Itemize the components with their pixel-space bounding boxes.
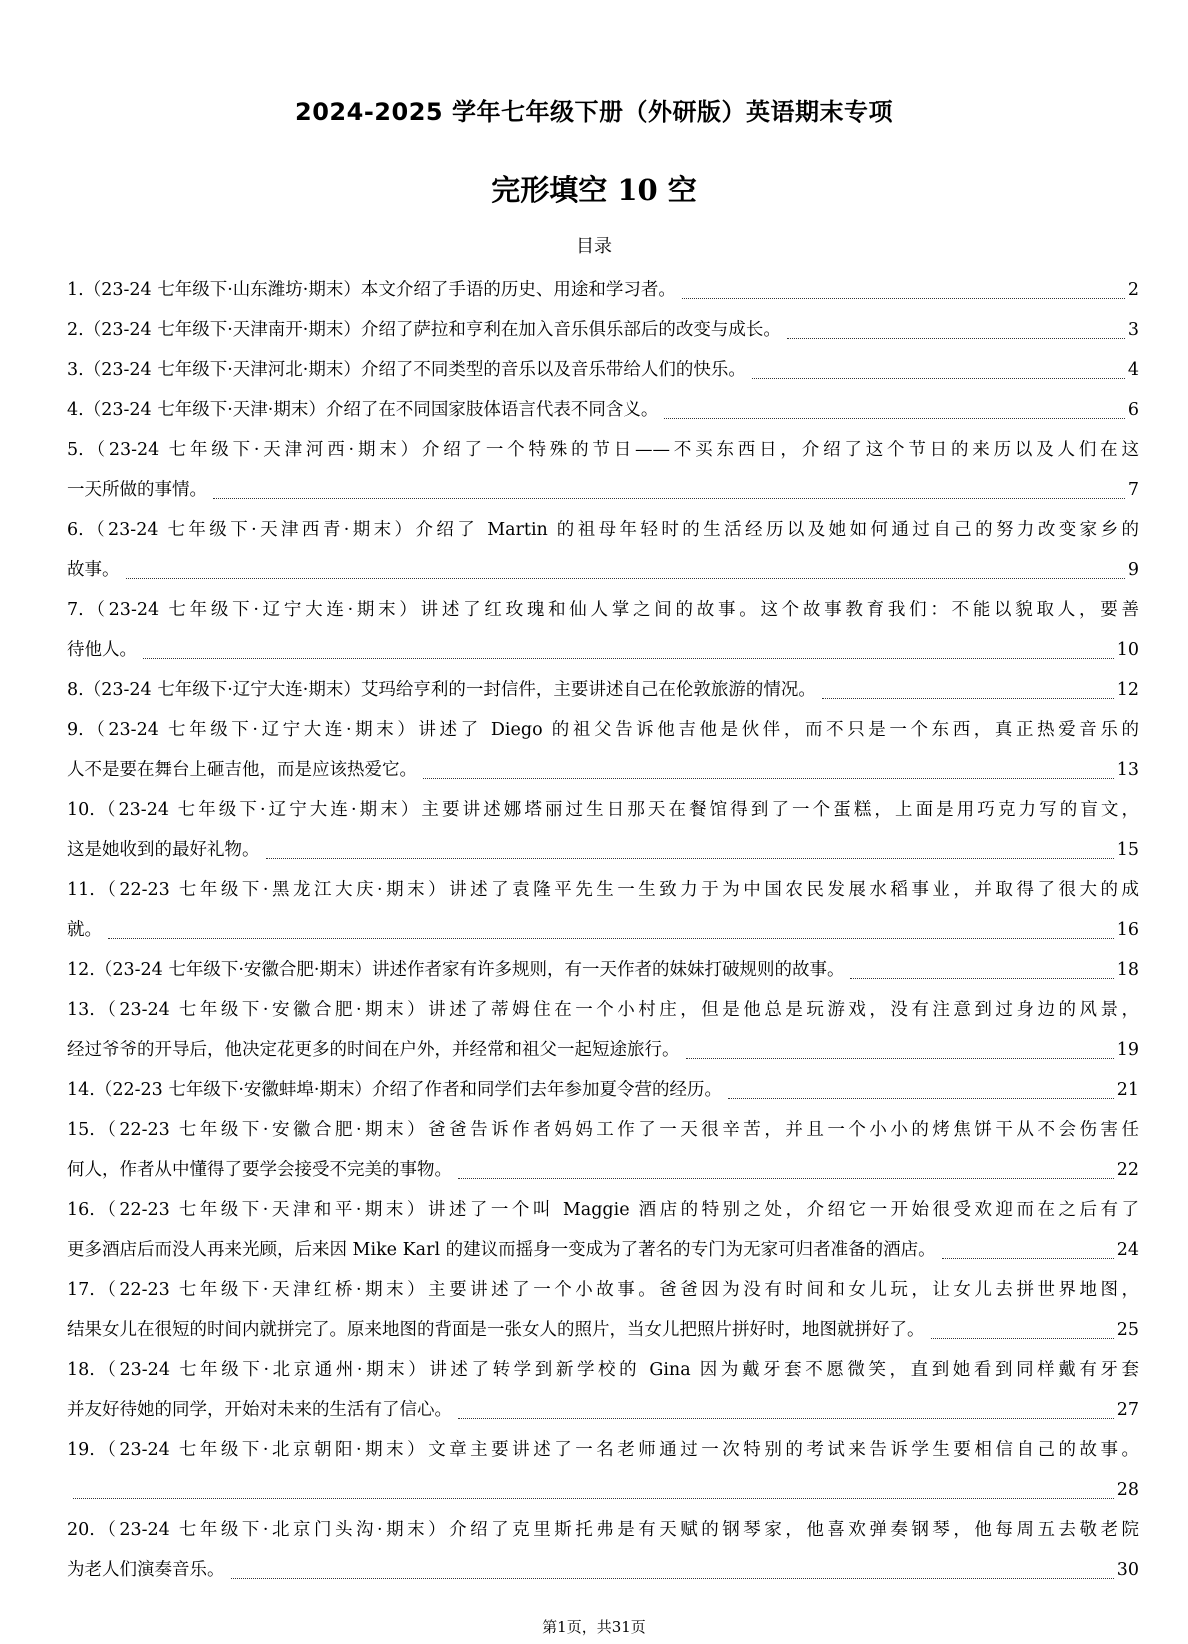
toc-entry-line bbox=[67, 870, 1139, 910]
document-subtitle: 完形填空 10 空 bbox=[491, 173, 697, 207]
toc-entry-line bbox=[67, 670, 1139, 710]
toc-entry-text: 9.（23-24 七年级下·辽宁大连·期末）讲述了 Diego 的祖父告诉他吉他是伙伴，而不只是一个东西，真正热爱音乐的 bbox=[67, 720, 1139, 740]
toc-entry-text-continued: 经过爷爷的开导后，他决定花更多的时间在户外，并经常和祖父一起短途旅行。 bbox=[67, 1040, 680, 1060]
toc-entry[interactable] bbox=[67, 270, 1139, 310]
toc-entry[interactable] bbox=[67, 390, 1139, 430]
toc-entry-line bbox=[67, 1030, 1139, 1070]
toc-entry-line bbox=[67, 1270, 1139, 1310]
toc-entry-line bbox=[67, 1190, 1139, 1230]
toc-page-number: 3 bbox=[1127, 320, 1139, 340]
toc-page-number: 15 bbox=[1116, 840, 1139, 860]
toc-entry-line bbox=[67, 1110, 1139, 1150]
toc-entry-text: 7.（23-24 七年级下·辽宁大连·期末）讲述了红玫瑰和仙人掌之间的故事。这个故事教育我们：不能以貌取人，要善 bbox=[67, 600, 1139, 620]
dot-leader bbox=[266, 858, 1114, 859]
toc-entry-text: 10.（23-24 七年级下·辽宁大连·期末）主要讲述娜塔丽过生日那天在餐馆得到了一个蛋糕，上面是用巧克力写的盲文， bbox=[67, 800, 1139, 820]
toc-entry-text-continued: 更多酒店后而没人再来光顾，后来因 Mike Karl 的建议而摇身一变成为了著名的专门为无家可归者准备的酒店。 bbox=[67, 1240, 936, 1260]
toc-entry-text-continued: 故事。 bbox=[67, 560, 120, 580]
toc-entry-line bbox=[67, 470, 1139, 510]
dot-leader bbox=[73, 1498, 1114, 1499]
toc-entry-text-continued: 一天所做的事情。 bbox=[67, 480, 207, 500]
toc-entry-line bbox=[67, 1350, 1139, 1390]
toc-entry[interactable] bbox=[67, 1270, 1139, 1350]
toc-page-number: 7 bbox=[1127, 480, 1139, 500]
toc-entry-text: 6.（23-24 七年级下·天津西青·期末）介绍了 Martin 的祖母年轻时的生活经历以及她如何通过自己的努力改变家乡的 bbox=[67, 520, 1139, 540]
toc-entry-line bbox=[67, 590, 1139, 630]
toc-entry-line bbox=[67, 1470, 1139, 1510]
toc-entry-text-continued: 就。 bbox=[67, 920, 102, 940]
toc-entry-line bbox=[67, 1390, 1139, 1430]
dot-leader bbox=[213, 498, 1125, 499]
toc-entry-line bbox=[67, 1070, 1139, 1110]
toc-entry-text: 4.（23-24 七年级下·天津·期末）介绍了在不同国家肢体语言代表不同含义。 bbox=[67, 400, 659, 420]
dot-leader bbox=[787, 338, 1125, 339]
dot-leader bbox=[126, 578, 1125, 579]
toc-entry-line bbox=[67, 350, 1139, 390]
toc-entry[interactable] bbox=[67, 510, 1139, 590]
toc-entry-line bbox=[67, 1230, 1139, 1270]
toc-entry[interactable] bbox=[67, 1110, 1139, 1190]
toc-page-number: 22 bbox=[1116, 1160, 1139, 1180]
toc-page-number: 6 bbox=[1127, 400, 1139, 420]
toc-page-number: 18 bbox=[1116, 960, 1139, 980]
toc-entry[interactable] bbox=[67, 790, 1139, 870]
toc-entry-line bbox=[67, 830, 1139, 870]
toc-entry-line bbox=[67, 910, 1139, 950]
toc-page-number: 30 bbox=[1116, 1560, 1139, 1580]
toc-entry-line bbox=[67, 550, 1139, 590]
dot-leader bbox=[682, 298, 1125, 299]
page-footer: 第1页，共31页 bbox=[542, 1618, 646, 1636]
toc-entry-text-continued: 这是她收到的最好礼物。 bbox=[67, 840, 260, 860]
document-title: 2024-2025 学年七年级下册（外研版）英语期末专项 bbox=[295, 98, 893, 126]
toc-page-number: 4 bbox=[1127, 360, 1139, 380]
toc-entry-text-continued: 人不是要在舞台上砸吉他，而是应该热爱它。 bbox=[67, 760, 417, 780]
toc-entry[interactable] bbox=[67, 1350, 1139, 1430]
toc-entry-text: 16.（22-23 七年级下·天津和平·期末）讲述了一个叫 Maggie 酒店的特别之处，介绍它一开始很受欢迎而在之后有了 bbox=[67, 1200, 1139, 1220]
dot-leader bbox=[143, 658, 1114, 659]
toc-page-number: 21 bbox=[1116, 1080, 1139, 1100]
toc-entry[interactable] bbox=[67, 350, 1139, 390]
toc-entry-text: 15.（22-23 七年级下·安徽合肥·期末）爸爸告诉作者妈妈工作了一天很辛苦，并且一个小小的烤焦饼干从不会伤害任 bbox=[67, 1120, 1139, 1140]
toc-entry-text: 2.（23-24 七年级下·天津南开·期末）介绍了萨拉和亨利在加入音乐俱乐部后的改变与成长。 bbox=[67, 320, 781, 340]
toc-entry-line bbox=[67, 390, 1139, 430]
toc-entry[interactable] bbox=[67, 710, 1139, 790]
dot-leader bbox=[423, 778, 1114, 779]
toc-entry-text: 5.（23-24 七年级下·天津河西·期末）介绍了一个特殊的节日——不买东西日，介绍了这个节日的来历以及人们在这 bbox=[67, 440, 1139, 460]
toc-entry[interactable] bbox=[67, 950, 1139, 990]
toc-page-number: 28 bbox=[1116, 1480, 1139, 1500]
toc-page-number: 27 bbox=[1116, 1400, 1139, 1420]
toc-page-number: 10 bbox=[1116, 640, 1139, 660]
toc-page-number: 13 bbox=[1116, 760, 1139, 780]
dot-leader bbox=[931, 1338, 1114, 1339]
dot-leader bbox=[686, 1058, 1114, 1059]
toc-entry-text: 20.（23-24 七年级下·北京门头沟·期末）介绍了克里斯托弗是有天赋的钢琴家，他喜欢弹奏钢琴，他每周五去敬老院 bbox=[67, 1520, 1139, 1540]
toc-heading: 目录 bbox=[576, 236, 612, 257]
dot-leader bbox=[458, 1178, 1114, 1179]
toc-entry-text: 8.（23-24 七年级下·辽宁大连·期末）艾玛给亨利的一封信件，主要讲述自己在伦敦旅游的情况。 bbox=[67, 680, 816, 700]
dot-leader bbox=[822, 698, 1114, 699]
toc-entry-text: 18.（23-24 七年级下·北京通州·期末）讲述了转学到新学校的 Gina 因为戴牙套不愿微笑，直到她看到同样戴有牙套 bbox=[67, 1360, 1139, 1380]
toc-entry-line bbox=[67, 310, 1139, 350]
toc-entry-line bbox=[67, 270, 1139, 310]
toc-entry-text-continued: 待他人。 bbox=[67, 640, 137, 660]
toc-entry[interactable] bbox=[67, 590, 1139, 670]
toc-entry[interactable] bbox=[67, 1190, 1139, 1270]
toc-entry[interactable] bbox=[67, 990, 1139, 1070]
toc-entry-text: 11.（22-23 七年级下·黑龙江大庆·期末）讲述了袁隆平先生一生致力于为中国农民发展水稻事业，并取得了很大的成 bbox=[67, 880, 1139, 900]
toc-entry[interactable] bbox=[67, 430, 1139, 510]
dot-leader bbox=[231, 1578, 1114, 1579]
toc-entry[interactable] bbox=[67, 1070, 1139, 1110]
toc-page-number: 25 bbox=[1116, 1320, 1139, 1340]
toc-entry-text-continued: 并友好待她的同学，开始对未来的生活有了信心。 bbox=[67, 1400, 452, 1420]
dot-leader bbox=[850, 978, 1113, 979]
toc-entry-line bbox=[67, 1310, 1139, 1350]
dot-leader bbox=[728, 1098, 1114, 1099]
toc-page-number: 19 bbox=[1116, 1040, 1139, 1060]
dot-leader bbox=[458, 1418, 1114, 1419]
dot-leader bbox=[108, 938, 1114, 939]
toc-entry-text: 12.（23-24 七年级下·安徽合肥·期末）讲述作者家有许多规则，有一天作者的妹妹打破规则的故事。 bbox=[67, 960, 845, 980]
dot-leader bbox=[942, 1258, 1114, 1259]
toc-entry-line bbox=[67, 630, 1139, 670]
toc-entry[interactable] bbox=[67, 870, 1139, 950]
dot-leader bbox=[752, 378, 1125, 379]
toc-entry-text: 1.（23-24 七年级下·山东潍坊·期末）本文介绍了手语的历史、用途和学习者。 bbox=[67, 280, 676, 300]
toc-entry-line bbox=[67, 790, 1139, 830]
toc-page-number: 16 bbox=[1116, 920, 1139, 940]
toc-page-number: 12 bbox=[1116, 680, 1139, 700]
toc-entry-line bbox=[67, 1510, 1139, 1550]
toc-entry-text-continued: 结果女儿在很短的时间内就拼完了。原来地图的背面是一张女人的照片，当女儿把照片拼好时，地图就拼好了。 bbox=[67, 1320, 925, 1340]
toc-entry-line bbox=[67, 950, 1139, 990]
table-of-contents bbox=[67, 270, 1139, 1590]
dot-leader bbox=[664, 418, 1125, 419]
toc-entry-text: 3.（23-24 七年级下·天津河北·期末）介绍了不同类型的音乐以及音乐带给人们的快乐。 bbox=[67, 360, 746, 380]
toc-entry-line bbox=[67, 430, 1139, 470]
toc-entry-text: 14.（22-23 七年级下·安徽蚌埠·期末）介绍了作者和同学们去年参加夏令营的经历。 bbox=[67, 1080, 722, 1100]
toc-entry-text: 19.（23-24 七年级下·北京朝阳·期末）文章主要讲述了一名老师通过一次特别的考试来告诉学生要相信自己的故事。 bbox=[67, 1440, 1139, 1460]
toc-entry-line bbox=[67, 1550, 1139, 1590]
toc-entry[interactable] bbox=[67, 1510, 1139, 1590]
toc-entry-line bbox=[67, 710, 1139, 750]
toc-entry-line bbox=[67, 750, 1139, 790]
toc-entry-text-continued: 为老人们演奏音乐。 bbox=[67, 1560, 225, 1580]
toc-entry-line bbox=[67, 1150, 1139, 1190]
toc-entry-text: 17.（22-23 七年级下·天津红桥·期末）主要讲述了一个小故事。爸爸因为没有时间和女儿玩，让女儿去拼世界地图， bbox=[67, 1280, 1139, 1300]
toc-entry-text-continued: 何人，作者从中懂得了要学会接受不完美的事物。 bbox=[67, 1160, 452, 1180]
toc-entry-line bbox=[67, 510, 1139, 550]
toc-entry-line bbox=[67, 990, 1139, 1030]
toc-entry-text: 13.（23-24 七年级下·安徽合肥·期末）讲述了蒂姆住在一个小村庄，但是他总是玩游戏，没有注意到过身边的风景， bbox=[67, 1000, 1139, 1020]
toc-entry[interactable] bbox=[67, 670, 1139, 710]
toc-page-number: 9 bbox=[1127, 560, 1139, 580]
toc-page-number: 2 bbox=[1127, 280, 1139, 300]
toc-entry-line bbox=[67, 1430, 1139, 1470]
toc-entry[interactable] bbox=[67, 1430, 1139, 1510]
toc-entry[interactable] bbox=[67, 310, 1139, 350]
toc-page-number: 24 bbox=[1116, 1240, 1139, 1260]
